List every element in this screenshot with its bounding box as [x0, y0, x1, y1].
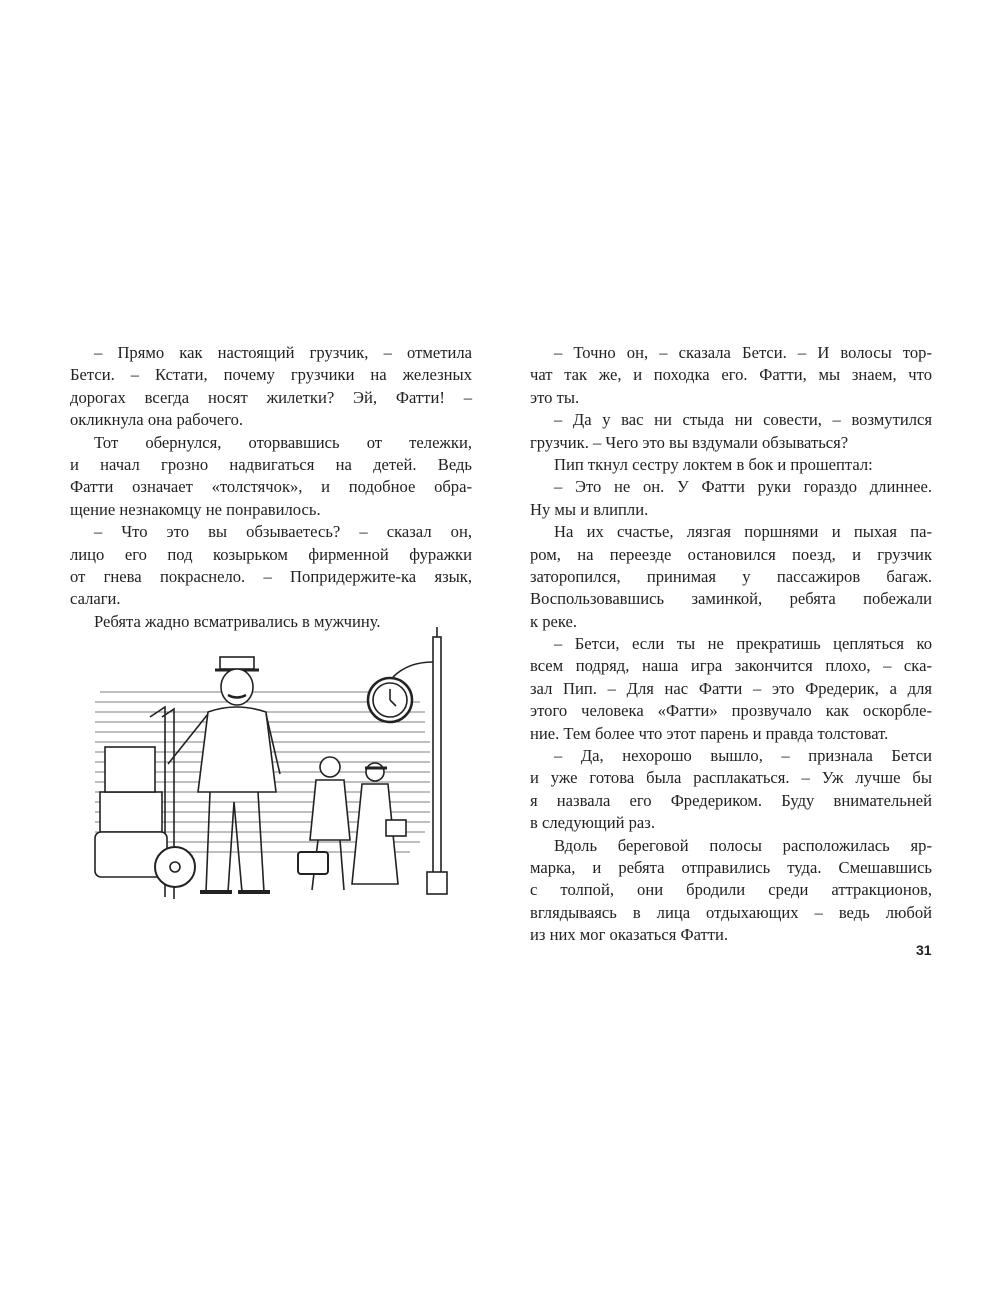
railway-porter-illustration [90, 622, 480, 912]
text-line: Ну мы и влипли. [530, 499, 649, 519]
text-line: Воспользовавшись заминкой, ребята побежали [530, 589, 932, 609]
text-line: грузчик. – Чего это вы вздумали обзываться? [530, 432, 849, 452]
text-line: и уже готова была расплакаться. – Уж лучше бы [530, 768, 932, 788]
text-line: – Что это вы обзываетесь? – сказал он, [94, 522, 472, 542]
text-line: от гнева покраснело. – Попридержите-ка язык, [70, 566, 472, 586]
text-line: зал Пип. – Для нас Фатти – это Фредерик, а для [530, 678, 932, 698]
text-line: и начал грозно надвигаться на детей. Ведь [70, 454, 472, 474]
text-line: дорогах всегда носят жилетки? Эй, Фатти! – [70, 387, 472, 407]
text-line: я назвала его Фредериком. Буду внимательней [530, 790, 932, 810]
text-line: На их счастье, лязгая поршнями и пыхая па- [554, 522, 932, 542]
text-line: щение незнакомцу не понравилось. [70, 499, 321, 519]
text-line: этого человека «Фатти» прозвучало как оскорбле- [530, 701, 932, 721]
text-line: Вдоль береговой полосы расположилась яр- [554, 835, 932, 855]
text-line: к реке. [530, 611, 578, 631]
text-line: – Это не он. У Фатти руки гораздо длиннее. [554, 477, 932, 497]
paragraph [530, 409, 932, 454]
paragraph [70, 342, 472, 432]
text-line: – Точно он, – сказала Бетси. – И волосы тор- [554, 343, 932, 362]
text-line: ние. Тем более что этот парень и правда толстоват. [530, 723, 889, 743]
text-line: это ты. [530, 387, 580, 407]
paragraph [70, 432, 472, 522]
text-line: – Да, нехорошо вышло, – признала Бетси [554, 746, 932, 766]
text-line: вглядываясь в лица отдыхающих – ведь любой [530, 902, 932, 922]
text-line: лицо его под козырьком фирменной фуражки [70, 544, 472, 564]
text-line: всем подряд, наша игра закончится плохо, – ска- [530, 656, 932, 676]
text-line: Ребята жадно всматривались в мужчину. [94, 611, 381, 631]
paragraph [530, 454, 932, 476]
text-line: Тот обернулся, оторвавшись от тележки, [94, 432, 472, 452]
text-line: марка, и ребята отправились туда. Смешавшись [530, 857, 932, 877]
paragraph [530, 476, 932, 521]
paragraph [70, 521, 472, 611]
text-line: чат так же, и походка его. Фатти, мы знаем, что [530, 365, 932, 385]
paragraph [530, 633, 932, 745]
text-line: Пип ткнул сестру локтем в бок и прошептал: [554, 454, 873, 474]
text-line: Фатти означает «толстячок», и подобное обра- [70, 477, 472, 497]
left-page-text [70, 342, 472, 633]
text-line: в следующий раз. [530, 813, 655, 833]
children-with-suitcases [298, 757, 406, 890]
text-line: Бетси. – Кстати, почему грузчики на железных [70, 365, 472, 385]
text-line: окликнула она рабочего. [70, 410, 244, 430]
paragraph [530, 835, 932, 947]
luggage-cart [95, 707, 195, 899]
text-line: салаги. [70, 589, 121, 609]
text-line: – Бетси, если ты не прекратишь цепляться ко [554, 634, 932, 654]
text-line: – Да у вас ни стыда ни совести, – возмутился [554, 410, 932, 430]
text-line: с толпой, они бродили среди аттракционов, [530, 880, 932, 900]
page-number: 31 [916, 942, 932, 958]
paragraph [530, 342, 932, 409]
paragraph [530, 745, 932, 835]
right-page-text [530, 342, 932, 947]
text-line: – Прямо как настоящий грузчик, – отметила [94, 343, 472, 362]
paragraph [530, 521, 932, 633]
text-line: ром, на переезде остановился поезд, и грузчик [530, 544, 932, 564]
text-line: из них мог оказаться Фатти. [530, 925, 729, 945]
text-line: заторопился, принимая у пассажиров багаж. [530, 566, 932, 586]
